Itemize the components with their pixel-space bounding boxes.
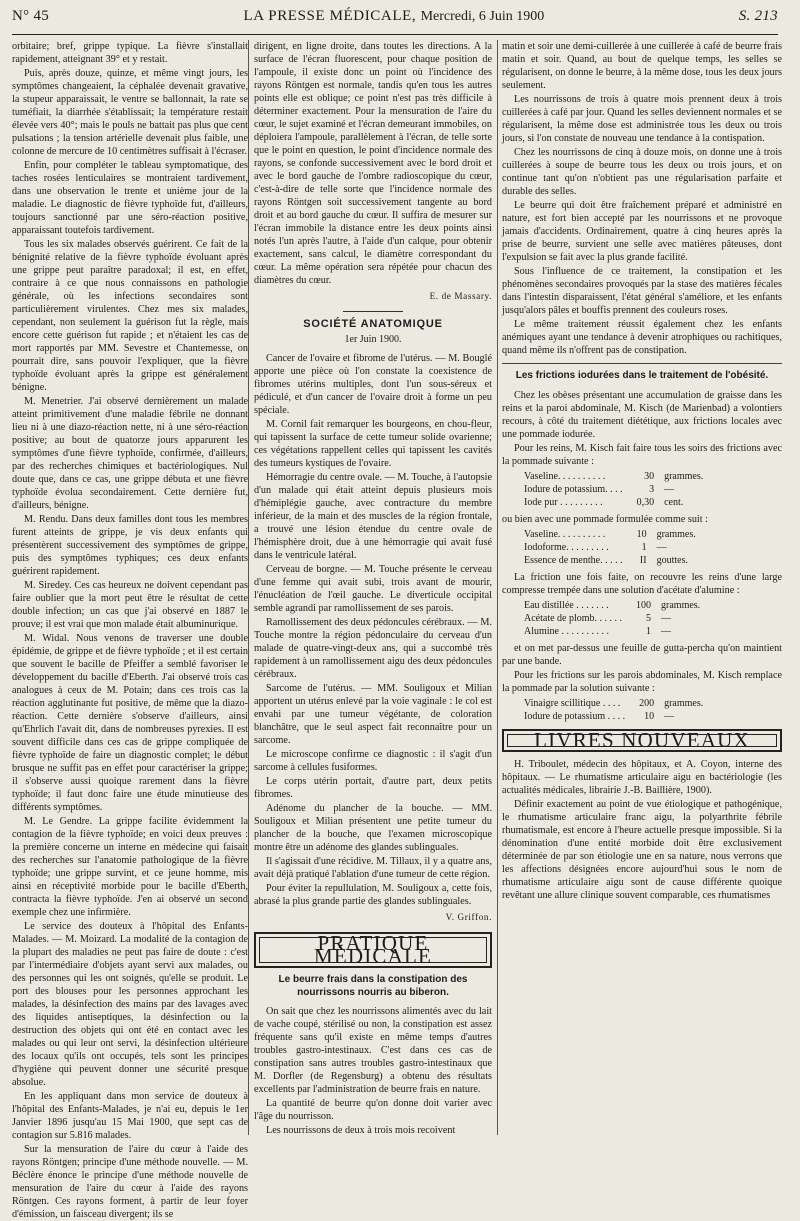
paragraph: Le corps utérin portait, d'autre part, deux petits fibromes. [254,776,492,800]
paragraph: Définir exactement au point de vue étiologique et pathogénique, le rhumatisme articulaire franc aigu, la polyarthrite fébrile rhumatismale, est encore à l'heure actuelle presque impossible. Si la dénomination d'une entité morbide doit être exclusivement déterminée de par son étiologie une en sa nature, nous verrons que les affections désignées encore aujourd'hui sous le nom de rhumatisme articulaire aigu sont de cause différente quoique revêtant une allure clinique souvent comparable, ces rhumatismes [502,798,782,901]
prescription-row [524,528,700,541]
paragraph: M. Le Gendre. La grippe facilite évidemment la contagion de la fièvre typhoïde; en voici deux preuves : la première concerne un interne en médecine qui faisait des recherches sur l'anatomie pathologique de la fièvre typhoïde; une grippe survint, et ce jeune homme, mis ainsi en réceptivité morbide pour le bacille d'Eberth, contracta la fièvre typhoïde. J'en ai observé un second exemple chez une infirmière. [12,816,248,918]
unit: grammes. [661,599,701,611]
quantity: II [639,554,647,566]
column-2 [254,40,492,1138]
prescription-row [524,599,704,612]
prescription-table [524,599,704,638]
paragraph: Pour les reins, M. Kisch fait faire tous les soirs des frictions avec la pommade suivante : [502,442,782,467]
quantity: 1 [641,541,647,553]
issue-date: Mercredi, 6 Juin 1900 [420,9,545,24]
quantity: 0,30 [636,496,655,508]
prescription-row [524,697,707,710]
ingredient: Acétate de plomb. . . . . . [524,612,623,624]
paragraph: Il s'agissait d'une récidive. M. Tillaux, il y a quatre ans, avait déjà pratiqué l'ablation d'une tumeur de cette région. [254,856,492,880]
unit: — [664,710,675,722]
paragraph: Sarcome de l'utérus. — MM. Souligoux et Milian apportent un utérus enlevé par la voie vaginale : le col est envahi par une tumeur végétante, de coloration blanchâtre, que le seul aspect fait reconnaître pour un sarcome. [254,683,492,746]
paragraph: La friction une fois faite, on recouvre les reins d'une large compresse trempée dans une solution d'acétate d'alumine : [502,571,782,596]
paragraph: M. Menetrier. J'ai observé dernièrement un malade atteint primitivement d'une maladie fébrile ne donnant lieu ni à une diazo-réaction nette, ni à une séro-réaction positive; au bout de quatorze jours apparurent les symptômes d'une fièvre typhoïde, confirmée, d'ailleurs, par des recherches chimiques et bactériologiques. Nul doute que, dans ce cas, une grippe débuta et une fièvre typhoïde évolua secondairement. Cette dernière fut, d'ailleurs, bénigne. [12,396,248,511]
prescription-table [524,528,700,567]
prescription-row [524,625,704,638]
separator [343,311,403,312]
prescription-table [524,697,707,723]
section-date: 1er Juin 1900. [344,334,402,345]
ingredient: Essence de menthe. . . . . [524,554,623,566]
livres-nouveaux-banner: LIVRES NOUVEAUX [502,729,782,752]
paragraph: Le beurre qui doit être fraîchement préparé et administré en nature, est fort bien accepté par les nourrissons et ne provoque jamais d'accidents. Ordinairement, quatre à cinq heures après la prise de beurre, survient une selle avec matières pâteuses, dont l'expulsion se fait avec la plus grande facilité. [502,200,782,263]
unit: gouttes. [656,554,688,566]
paragraph: matin et soir une demi-cuillerée à une cuillerée à café de beurre frais matin et soir. Quand, au bout de quelque temps, les selles se régularisent, on donne le beurre, à la même dose, tous les deux jours seulement. [502,41,782,91]
column-1 [12,40,248,1220]
ingredient: Vinaigre scillitique . . . . [524,697,621,709]
ingredient: Vaseline. . . . . . . . . . [524,528,606,540]
paragraph: Ramollissement des deux pédoncules cérébraux. — M. Touche montre la région pédonculaire du cerveau d'un malade de quatre-vingt-deux ans, qui a succombé très rapidement à un ramollissement aigu des deux pédoncules cérébraux. [254,617,492,680]
paragraph: Puis, après douze, quinze, et même vingt jours, les symptômes changeaient, la céphalée devenait gravative, la stupeur apparaissait, le ventre se ballonnait, la rate se tuméfiait, la diarrhée s'établissait; la température restait élevée vers 40°; mais le pouls ne battait pas plus que cent pulsations ; la tension artérielle devenait plus faible, une colonne de mercure de 10 centimètres suffisait à l'écraser. [12,68,248,157]
quantity: 1 [646,625,652,637]
section-title: SOCIÉTÉ ANATOMIQUE [303,318,443,330]
quantity: 10 [636,528,647,540]
paragraph: Adénome du plancher de la bouche. — MM. Souligoux et Milian présentent une petite tumeur du plancher de la bouche, que l'examen microscopique montre être un adénome des glandes sublinguales. [254,803,492,853]
unit: grammes. [656,528,696,540]
column-3 [502,40,782,1138]
ingredient: Eau distillée . . . . . . . [524,599,609,611]
prescription-row [524,710,707,723]
paragraph: M. Widal. Nous venons de traverser une double épidémie, de grippe et de fièvre typhoïde ; et il est certain que souvent le bacille de Pfeiffer a semblé favoriser le développement du bacille d'Eberth. J'ai observé trois cas analogues à ceux de M. Potain; dans ces trois cas la réaction agglutinante fut positive, de même que la diazo-réaction. Cette dernière s'observe d'ailleurs, ainsi qu'Ehrlich l'avait dit, dans de nombreuses pyrexies. Il est souvent difficile dans ces cas de grippe compliquée de fièvre typhoïde de faire un diagnostic complet; le début brusque ne suffit pas en effet pour caractériser la grippe; il s'observe aussi quoique rarement dans la fièvre typhoïde; il faut donc faire une étude minutieuse des différents symptômes. [12,633,248,813]
column-rule [497,40,498,1135]
column-rule [248,40,249,1135]
prescription-row [524,612,704,625]
article-title: Le beurre frais dans la constipation des nourrissons nourris au biberon. [278,974,468,998]
paragraph: On sait que chez les nourrissons alimentés avec du lait de vache coupé, stérilisé ou non, la constipation est assez fréquente sans qu'il existe en même temps d'autres troubles gastro-intestinaux. C'est dans ces cas de constipation sans autres troubles gastro-intestinaux que M. Dorfler (de Regensburg) a obtenu des résultats excellents par l'administration de beurre frais en nature. [254,1006,492,1095]
paragraph: ou bien avec une pommade formulée comme suit : [502,513,708,525]
paragraph: orbitaire; bref, grippe typique. La fièvre s'installait rapidement, atteignant 39° et y restait. [12,41,248,65]
paragraph: Cerveau de borgne. — M. Touche présente le cerveau d'une femme qui avait subi, trois avant de mourir, l'énucléation de l'œil gauche. Le diverticule occipital semble agrandi par ramollissement de ses parois. [254,564,492,614]
ingredient: Iodure de potassium. . . . [524,483,623,495]
paragraph: Le même traitement réussit également chez les enfants anémiques ayant une tendance à devenir atrophiques ou rachitiques, quand même ils n'offrent pas de constipation. [502,319,782,356]
article-title: Les frictions iodurées dans le traitement de l'obésité. [515,370,769,381]
paragraph: Tous les six malades observés guérirent. Ce fait de la bénignité relative de la fièvre typhoïde évoluant après une grippe peut paraître paradoxal; il est, en effet, contraire à ce que nous connaissons en pathologie générale, où les infections secondaires sont particulièrement virulentes. Chez mes six malades, cependant, non seulement la guérison fut la règle, mais encore cette guérison fut rapide ; et n'étaient les cas de mort rapportés par MM. Sevestre et Chantemesse, on pourrait dire, sans pouvoir l'expliquer, que la fièvre typhoïde évoluant après la grippe est généralement bénigne. [12,239,248,393]
prescription-row [524,554,700,567]
paragraph: Le microscope confirme ce diagnostic : il s'agit d'un sarcome à cellules fusiformes. [254,749,492,773]
quantity: 30 [644,470,655,482]
paragraph: dirigent, en ligne droite, dans toutes les directions. A la surface de l'écran fluorescent, pour chaque position de l'ampoule, il existe donc un point où l'incidence des rayons Röntgen est normale, tandis qu'en tous les autres points elle est oblique; ce point n'est pas très difficile à déterminer exactement. Pour la mensuration de l'aire du cœur, le sujet examiné et l'écran demeurant immobiles, on déploiera l'ampoule, parallèlement à l'écran, de telle sorte que le point en question, le point d'incidence normale des rayons, se confonde successivement avec le bord droit et avec le bord gauche de l'ombre radioscopique du cœur, c'est-à-dire de telle sorte que l'incidence normale des rayons Röntgen soit successivement tangente au bord droit et au bord gauche du cœur. Il suffira de mesurer sur l'écran immobile la distance entre les deux points ainsi notés l'un après l'autre, à l'aide d'un calque, pour obtenir exactement, sans calcul, le diamètre correspondant du cœur. La même opération sera répétée pour chacun des diamètres du cœur. [254,41,492,286]
journal-name: LA PRESSE MÉDICALE, [243,8,417,24]
paragraph: M. Siredey. Ces cas heureux ne doivent cependant pas faire oublier que la mort peut être le résultat de cette double infection; un cas que j'ai observé en 1887 le prouve; il est vrai que mon malade était albuminurique. [12,580,248,630]
unit: — [656,541,667,553]
ingredient: Iode pur . . . . . . . . . [524,496,603,508]
separator [502,363,782,364]
quantity: 10 [644,710,655,722]
page-number: S. 213 [738,8,778,24]
quantity: 3 [649,483,655,495]
signature: V. Griffon. [445,912,492,922]
unit: cent. [664,496,684,508]
prescription-row [524,470,707,483]
unit: — [661,625,672,637]
pratique-medicale-banner: PRATIQUE MÉDICALE [254,932,492,968]
paragraph: M. Cornil fait remarquer les bourgeons, en chou-fleur, qui tapissent la surface de cette tumeur solide ovarienne; ces végétations rappellent celles qui tapissent les cavités des tumeurs kystiques de l'ovaire. [254,419,492,469]
issue-number: N° 45 [12,8,50,24]
masthead [244,8,545,25]
paragraph: Hémorragie du centre ovale. — M. Touche, à l'autopsie d'un malade qui était atteint depuis plusieurs mois d'hémiplégie gauche, avec contracture du membre inférieur, de la main et des muscles de la région frontale, a trouvé une lésion étendue du centre ovale de l'hémisphère droit, due à une hémorragie qui avait fusé dans le ventricule latéral. [254,472,492,561]
unit: grammes. [664,470,704,482]
quantity: 200 [639,697,655,709]
running-head [12,8,778,34]
ingredient: Alumine . . . . . . . . . . [524,625,609,637]
ingredient: Iodure de potassium . . . . [524,710,626,722]
quantity: 5 [646,612,652,624]
paragraph: Pour éviter la repullulation, M. Souligoux a, cette fois, abrasé la plus grande partie des glandes sublinguales. [254,883,492,907]
paragraph: Les nourrissons de deux à trois mois recoivent [266,1125,456,1136]
paragraph: Chez les obèses présentant une accumulation de graisse dans les reins et la paroi abdominale, M. Kisch (de Marienbad) a volontiers recours, à côté du traitement diététique, aux frictions locales avec une pommade iodurée. [502,389,782,440]
paragraph: Le service des douteux à l'hôpital des Enfants-Malades. — M. Moizard. La modalité de la contagion de la plupart des maladies ne peut pas faire de doute : c'est par l'intermédiaire d'objets ayant servi aux malades, ou des personnes qui les ont soignés, qu'elle se produit. Le port des blouses pour les personnes approchant les malades, la désinfection des mains par des lavages avec des liquides antiseptiques, la désinfection ou la destruction des objets qui ont été en contact avec les malades ou qui leur ont servi, la désinfection ultérieure des locaux qu'ils ont occupés, tels sont les principes d'hygiène qui peuvent donner une sécurité presque absolue. [12,921,248,1088]
unit: — [664,483,675,495]
paragraph: Les nourrissons de trois à quatre mois prennent deux à trois cuillerées à café par jour. Quand les selles deviennent normales et se régularisent, la même dose est administrée tous les deux ou trois jours, si l'on constate de nouveau une tendance à la contispation. [502,94,782,144]
prescription-row [524,483,707,496]
unit: — [661,612,672,624]
unit: grammes. [664,697,704,709]
paragraph: Chez les nourrissons de cinq à douze mois, on donne une à trois cuillerées à soupe de beurre tous les deux ou trois jours, et on continue tant qu'on n'obtient pas une régularisation parfaite et durable des selles. [502,147,782,197]
header-rule [12,34,778,35]
paragraph: M. Rendu. Dans deux familles dont tous les membres furent atteints de grippe, je vis deux enfants qui présentèrent successivement des symptômes de grippe, puis des symptômes typhiques; ces deux enfants guérirent rapidement. [12,514,248,577]
paragraph: et on met par-dessus une feuille de gutta-percha qu'on maintient par une bande. [502,642,782,667]
prescription-table [524,470,707,509]
book-reference: H. Triboulet, médecin des hôpitaux, et A. Coyon, interne des hôpitaux. — Le rhumatisme articulaire aigu en bactériologie (les actualités médicales, librairie J.-B. Baillière, 1900). [502,758,782,796]
quantity: 100 [636,599,652,611]
signature: E. de Massary. [429,291,492,301]
prescription-row [524,541,700,554]
paragraph: Sous l'influence de ce traitement, la constipation et les phénomènes secondaires provoqués par la stase des matières fécales dans l'intestin disparaissent, l'état général s'améliore, et les enfants jusqu'alors pâles et bouffis prennent des couleurs roses. [502,266,782,316]
paragraph: La quantité de beurre qu'on donne doit varier avec l'âge du nourrisson. [254,1098,492,1122]
prescription-row [524,496,707,509]
paragraph: Cancer de l'ovaire et fibrome de l'utérus. — M. Bouglé apporte une pièce où l'on constate la coexistence de fibromes utérins multiples, dont l'un sous-séreux et pédiculé, et d'un cancer de l'ovaire droit à forme un peu spéciale. [254,353,492,416]
ingredient: Vaseline. . . . . . . . . . [524,470,606,482]
paragraph: Enfin, pour compléter le tableau symptomatique, des taches rosées lenticulaires se montraient tardivement, dans une observation le trente et unième jour de la maladie. Le diagnostic de fièvre typhoïde fut, d'ailleurs, toujours sanctionné par une séro-réaction positive, apparaissant toutefois tardivement. [12,160,248,236]
ingredient: Iodoforme. . . . . . . . . [524,541,609,553]
paragraph: Pour les frictions sur les parois abdominales, M. Kisch remplace la pommade par la solution suivante : [502,669,782,694]
paragraph: Sur la mensuration de l'aire du cœur à l'aide des rayons Röntgen; principe d'une méthode nouvelle. — M. Béclère énonce le principe d'une méthode nouvelle de mensuration de l'aire du cœur à l'aide des rayons Röntgen. Ces rayons forment, à partir de leur foyer d'émission, un faisceau divergent; ils se [12,1144,248,1220]
paragraph: En les appliquant dans mon service de douteux à l'hôpital des Enfants-Malades, je n'ai eu, depuis le 1er Janvier 1896 jusqu'au 15 Mai 1900, que sept cas de contagion sur 5.816 malades. [12,1091,248,1141]
